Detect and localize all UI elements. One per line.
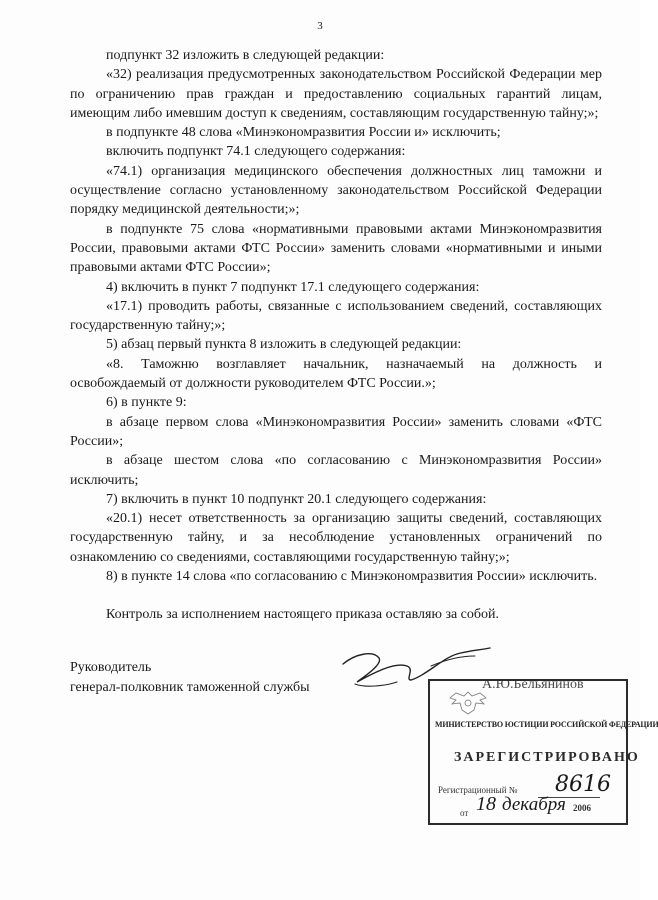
stamp-registered: ЗАРЕГИСТРИРОВАНО (454, 750, 640, 765)
page-number: 3 (317, 20, 323, 32)
paragraph: «8. Таможню возглавляет начальник, назначаемый на должность и освобождаемый от должности руководителем ФТС России.»; (70, 356, 602, 392)
paragraph: 8) в пункте 14 слова «по согласованию с Минэкономразвития России» исключить. (106, 569, 598, 585)
paragraph: «74.1) организация медицинского обеспечения должностных лиц таможни и осуществление согласно установленному законодательством Российской Федерации порядку медицинской деятельности;»; (70, 163, 602, 218)
stamp-ministry: МИНИСТЕРСТВО ЮСТИЦИИ РОССИЙСКОЙ ФЕДЕРАЦИИ (435, 720, 658, 729)
paragraph: «17.1) проводить работы, связанные с использованием сведений, составляющих государственную тайну;»; (70, 298, 602, 334)
document-body (70, 46, 602, 586)
paragraph: в абзаце первом слова «Минэкономразвития России» заменить словами «ФТС России»; (70, 414, 602, 449)
stamp-date-year: 2006 (573, 803, 591, 813)
stamp-number-label: Регистрационный № (438, 785, 518, 795)
paragraph: включить подпункт 74.1 следующего содержания: (106, 144, 406, 160)
signatory-title (70, 658, 309, 698)
signatory-title-line: Руководитель (70, 660, 152, 675)
paragraph: подпункт 32 изложить в следующей редакции: (106, 48, 385, 63)
registration-stamp (428, 679, 658, 825)
paragraph: в подпункте 75 слова «нормативными правовыми актами Минэкономразвития России, правовыми актами ФТС России» заменить словами «нормативными и иными правовыми актами ФТС России»; (70, 221, 602, 276)
paragraph: 4) включить в пункт 7 подпункт 17.1 следующего содержания: (106, 279, 480, 295)
stamp-date-day: 18 (476, 793, 496, 815)
stamp-date-month: декабря (502, 794, 566, 815)
signatory-title-line: генерал-полковник таможенной службы (70, 680, 310, 695)
paragraph: в абзаце шестом слова «по согласованию с Минэкономразвития России» исключить; (70, 453, 602, 488)
double-headed-eagle-icon (446, 688, 490, 716)
paragraph: в подпункте 48 слова «Минэкономразвития России и» исключить; (106, 125, 501, 141)
stamp-date-prefix: от (460, 808, 469, 818)
paragraph: 6) в пункте 9: (106, 395, 187, 411)
paragraph: «32) реализация предусмотренных законодательством Российской Федерации мер по ограничению прав граждан и предоставлению социальных гарантий лицам, имеющим либо имевшим доступ к сведениям, составляющим государственную тайну;»; (70, 67, 602, 121)
control-sentence: Контроль за исполнением настоящего приказа оставляю за собой. (106, 607, 500, 622)
paragraph: 5) абзац первый пункта 8 изложить в следующей редакции: (106, 337, 462, 353)
stamp-number: 8616 (555, 772, 611, 797)
signatory-name: А.Ю.Бельянинов (482, 677, 584, 692)
paragraph: 7) включить в пункт 10 подпункт 20.1 следующего содержания: (106, 491, 487, 507)
paragraph: «20.1) несет ответственность за организацию защиты сведений, составляющих государственную тайну, и за несоблюдение установленных ограничений по ознакомлению со сведениями, составляющими государственную тайну;»; (70, 511, 602, 565)
